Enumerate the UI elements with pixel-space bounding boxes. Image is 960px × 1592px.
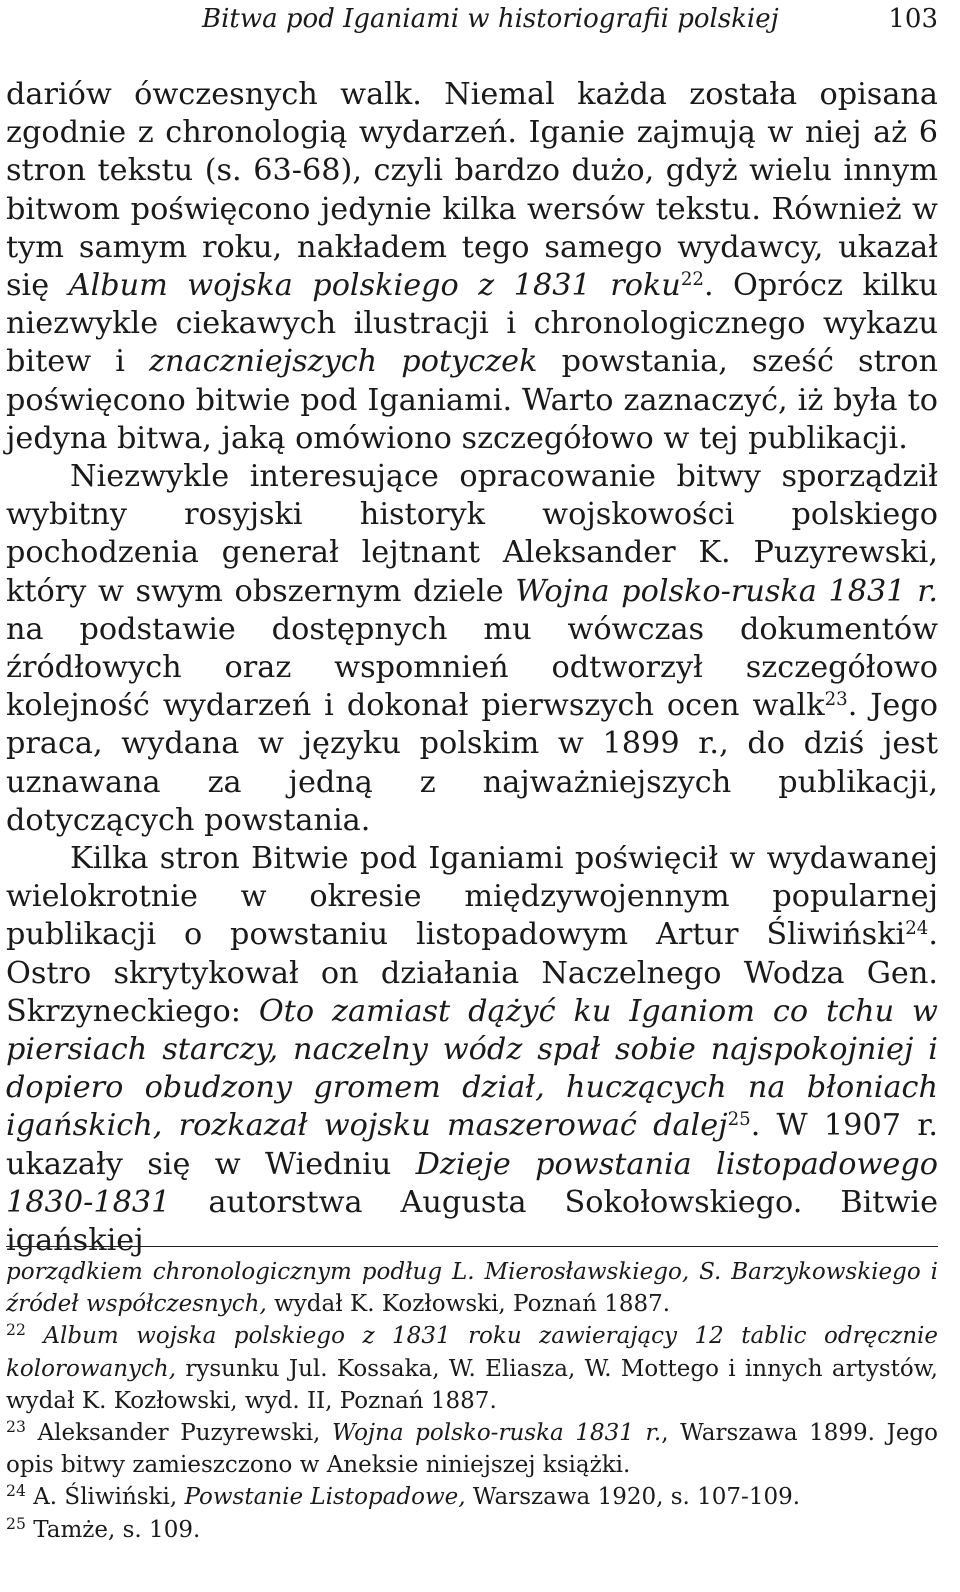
text-run: dariów ówczesnych walk. Niemal każda została opisana zgodnie z chronologią wydarzeń. Iganie zajmują w niej aż 6 stron tekstu (s. 63-68), czyli bardzo dużo, gdyż wielu innym bitwom poświęcono jedynie kilka wersów tekstu. Również w tym samym roku, nakładem tego samego wydawcy, ukazał się: [6, 77, 938, 304]
footnote-ref-25[interactable]: 25: [727, 1109, 751, 1131]
text-run: powstania, sześć stron poświęcono bitwie pod Iganiami. Warto zaznaczyć, iż była to jedyna bitwa, jaką omówiono szczegółowo w tej publikacji.: [6, 344, 938, 456]
italic-title: Album wojska polskiego z 1831 roku zawierający 12 tablic odręcznie kolorowanych,: [6, 1323, 938, 1382]
text-run: wydał K. Kozłowski, Poznań 1887.: [266, 1291, 671, 1318]
italic-title: porządkiem chronologicznym podług L. Mierosławskiego, S. Barzykowskiego i źródeł współczesnych,: [6, 1259, 938, 1318]
text-run: Tamże, s. 109.: [25, 1516, 201, 1543]
footnote-23: [6, 1417, 938, 1481]
footnote-ref-23[interactable]: 23: [824, 689, 848, 711]
text-run: A. Śliwiński,: [25, 1484, 185, 1511]
footnote-number: 22: [6, 1320, 26, 1340]
italic-title: Wojna polsko-ruska 1831 r.: [331, 1420, 662, 1447]
text-run: . Jego praca, wydana w języku polskim w 1899 r., do dziś jest uznawana za jedną z najważniejszych publikacji, dotyczących powstania.: [6, 688, 938, 838]
running-header: [6, 2, 938, 42]
footnote-ref-24[interactable]: 24: [905, 918, 929, 940]
paragraph-2: [6, 458, 938, 840]
paragraph-1: [6, 76, 938, 458]
page-number: 103: [888, 4, 938, 34]
footnote-number: 24: [6, 1481, 26, 1501]
text-run: Warszawa 1920, s. 107-109.: [465, 1484, 801, 1511]
running-title: Bitwa pod Iganiami w historiografii polskiej: [202, 4, 779, 34]
text-run: Aleksander Puzyrewski,: [25, 1420, 332, 1447]
footnotes: [6, 1256, 938, 1546]
text-run: . W 1907 r. ukazały się w Wiedniu: [6, 1108, 938, 1182]
footnote-divider: [6, 1246, 938, 1247]
text-run: autorstwa Augusta Sokołowskiego. Bitwie igańskiej: [6, 1184, 938, 1259]
text-run: Niezwykle interesujące opracowanie bitwy sporządził wybitny rosyjski historyk wojskowości polskiego pochodzenia generał lejtnant Aleksander K. Puzyrewski, który w swym obszernym dziele: [6, 459, 938, 609]
footnote-24: [6, 1481, 938, 1513]
italic-title: Dzieje powstania listopadowego 1830-1831: [6, 1146, 938, 1220]
italic-quote: Oto zamiast dążyć ku Iganiom co tchu w piersiach starczy, naczelny wódz spał sobie najspokojniej i dopiero obudzony gromem dział, huczących na błoniach igańskich, rozkazał wojsku maszerować dalej: [6, 993, 938, 1144]
footnote-22: [6, 1320, 938, 1417]
text-run: . Ostro skrytykował on działania Naczelnego Wodza Gen. Skrzyneckiego:: [6, 917, 938, 1029]
text-run: na podstawie dostępnych mu wówczas dokumentów źródłowych oraz wspomnień odtworzył szczegółowo kolejność wydarzeń i dokonał pierwszych ocen walk: [6, 611, 938, 724]
text-run: , Warszawa 1899. Jego opis bitwy zamieszczono w Aneksie niniejszej książki.: [6, 1420, 939, 1479]
text-run: rysunku Jul. Kossaka, W. Eliasza, W. Mottego i innych artystów, wydał K. Kozłowski, wyd. II, Poznań 1887.: [6, 1355, 938, 1414]
footnote-number: 23: [6, 1417, 26, 1437]
text-run: Kilka stron Bitwie pod Iganiami poświęcił w wydawanej wielokrotnie w okresie międzywojennym popularnej publikacji o powstaniu listopadowym Artur Śliwiński: [6, 841, 938, 953]
text-run: . Oprócz kilku niezwykle ciekawych ilustracji i chronologicznego wykazu bitew i: [6, 268, 938, 380]
paragraph-3: [6, 840, 938, 1260]
italic-phrase: znaczniejszych potyczek: [149, 344, 538, 380]
italic-title: Wojna polsko-ruska 1831 r.: [515, 573, 938, 609]
footnote-number: 25: [6, 1513, 26, 1533]
italic-title: Album wojska polskiego z 1831 roku: [68, 268, 681, 304]
footnote-continuation: [6, 1256, 938, 1320]
footnote-25: [6, 1514, 938, 1546]
italic-title: Powstanie Listopadowe,: [184, 1484, 466, 1511]
body-text: [6, 76, 938, 1260]
footnote-ref-22[interactable]: 22: [680, 269, 704, 291]
